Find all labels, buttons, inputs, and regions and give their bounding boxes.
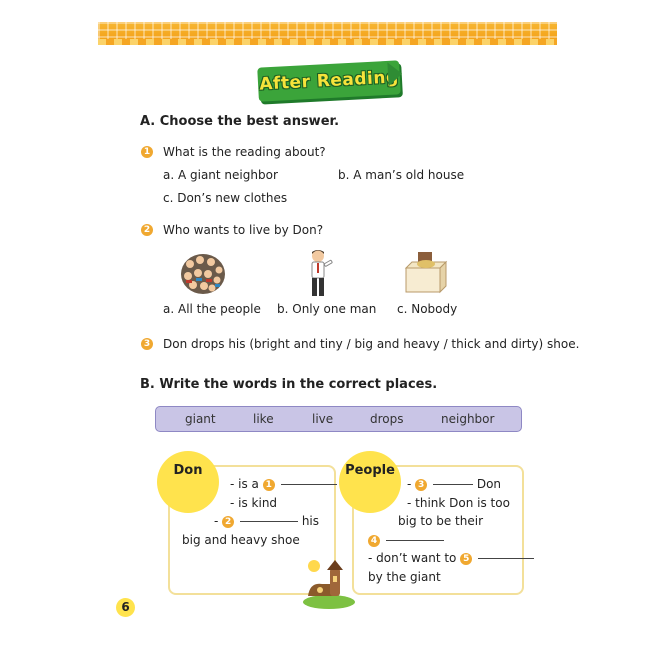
don-line-3-dash: - [214, 514, 219, 528]
question-1-option-c[interactable]: c. Don’s new clothes [163, 191, 288, 205]
blank-2-number: 2 [222, 516, 234, 528]
don-card-title: Don [173, 463, 203, 478]
top-decorative-stripe [98, 22, 557, 45]
banner-ribbon-tail [387, 62, 402, 87]
don-line-3-end: his [301, 514, 320, 528]
question-1-option-b[interactable]: b. A man’s old house [338, 168, 465, 182]
word-bank-like[interactable]: like [253, 412, 274, 426]
people-line-1 [407, 477, 501, 491]
section-a-heading: A. Choose the best answer. [140, 114, 340, 129]
blank-3-line[interactable] [433, 484, 473, 485]
people-line-2: - think Don is too [407, 496, 510, 510]
question-2-text: Who wants to live by Don? [163, 223, 324, 237]
people-line-5-text: - don’t want to [368, 551, 457, 565]
question-3-number: 3 [141, 338, 153, 350]
people-line-5 [368, 551, 534, 565]
blank-4-line[interactable] [386, 540, 444, 541]
empty-box-illustration [402, 250, 448, 296]
question-3-text: Don drops his (bright and tiny / big and heavy / thick and dirty) shoe. [163, 337, 580, 351]
blank-2-line[interactable] [240, 521, 298, 522]
banner-title: After Reading [258, 67, 400, 95]
question-1-option-a[interactable]: a. A giant neighbor [163, 168, 278, 182]
people-line-3: big to be their [398, 514, 484, 528]
don-line-2: - is kind [230, 496, 278, 510]
man-illustration [302, 248, 338, 300]
don-line-1 [230, 477, 337, 491]
blank-3-number: 3 [415, 479, 427, 491]
crowd-illustration [180, 250, 226, 296]
word-bank [155, 406, 522, 432]
blank-1-line[interactable] [281, 484, 337, 485]
people-line-6: by the giant [368, 570, 441, 584]
word-bank-giant[interactable]: giant [185, 412, 216, 426]
don-line-4: big and heavy shoe [182, 533, 300, 547]
after-reading-banner [257, 60, 401, 101]
page-number: 6 [116, 598, 135, 617]
people-line-4 [368, 533, 444, 547]
people-card-title: People [345, 463, 395, 478]
question-1-number: 1 [141, 146, 153, 158]
blank-5-number: 5 [460, 553, 472, 565]
question-2-option-a[interactable]: a. All the people [163, 302, 261, 316]
people-card-label-circle [339, 451, 401, 513]
blank-1-number: 1 [263, 479, 275, 491]
shoe-house-illustration [300, 552, 358, 610]
blank-4-number: 4 [368, 535, 380, 547]
word-bank-live[interactable]: live [312, 412, 334, 426]
people-line-1-dash: - [407, 477, 412, 491]
don-line-1-text: - is a [230, 477, 259, 491]
question-2-option-b[interactable]: b. Only one man [277, 302, 377, 316]
don-card-label-circle [157, 451, 219, 513]
word-bank-neighbor[interactable]: neighbor [441, 412, 495, 426]
don-line-3 [214, 514, 319, 528]
question-2-option-c[interactable]: c. Nobody [397, 302, 458, 316]
people-line-1-end: Don [476, 477, 502, 491]
question-2-number: 2 [141, 224, 153, 236]
question-1-text: What is the reading about? [163, 145, 326, 159]
word-bank-drops[interactable]: drops [370, 412, 404, 426]
section-b-heading: B. Write the words in the correct places. [140, 377, 438, 392]
blank-5-line[interactable] [478, 558, 534, 559]
